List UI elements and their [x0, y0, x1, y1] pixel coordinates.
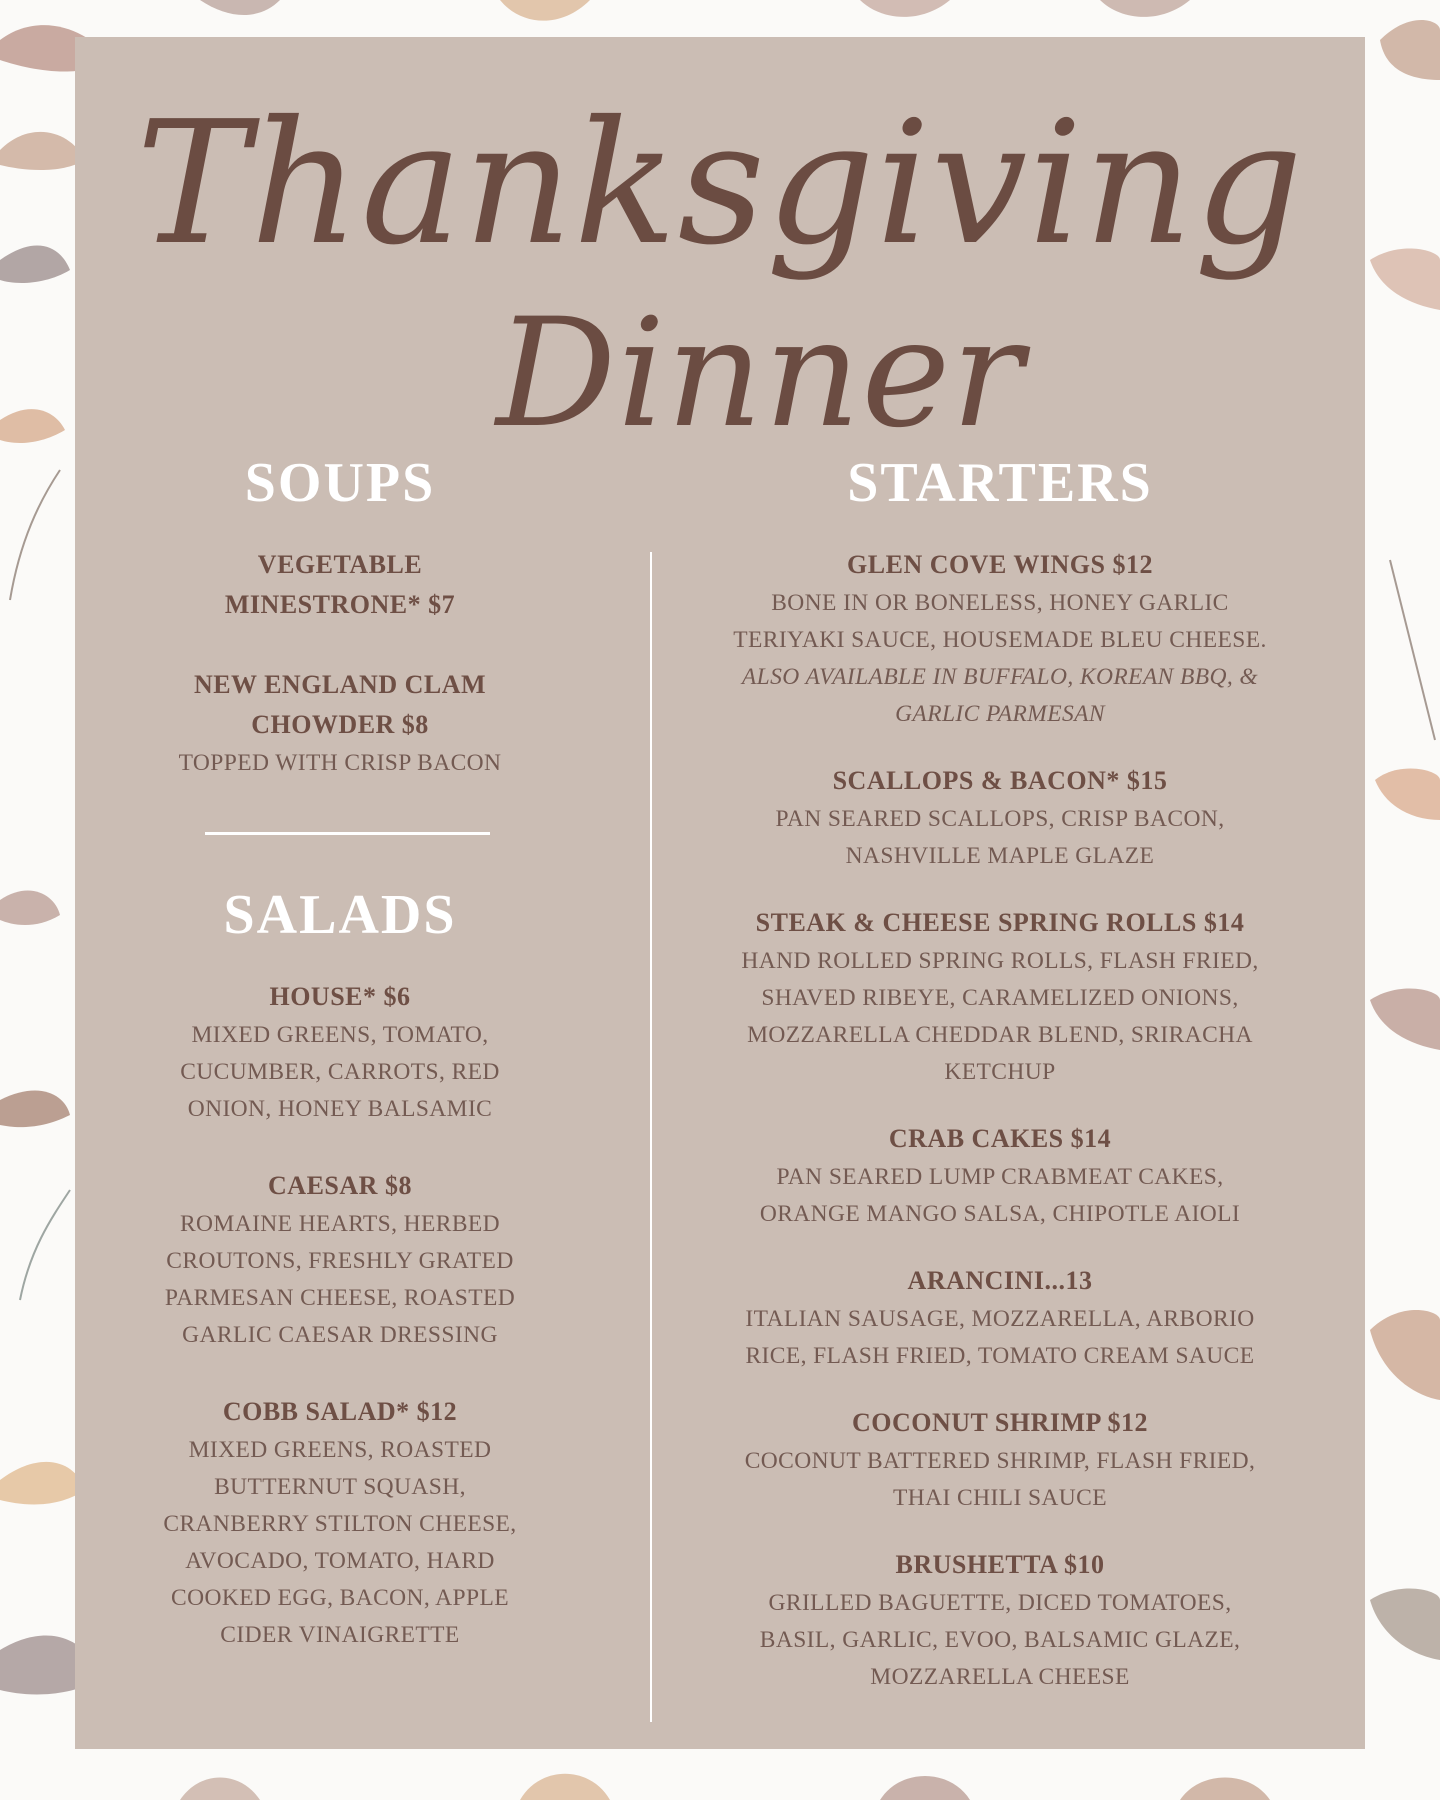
item-name: COCONUT SHRIMP $12 [852, 1408, 1148, 1437]
menu-item [140, 665, 540, 782]
item-desc: BONE IN OR BONELESS, HONEY GARLIC TERIYAKI SAUCE, HOUSEMADE BLEU CHEESE. [733, 590, 1267, 653]
menu-panel [75, 37, 1365, 1749]
soups-heading: SOUPS [244, 452, 436, 514]
item-note: ALSO AVAILABLE IN BUFFALO, KOREAN BBQ, & GARLIC PARMESAN [741, 664, 1259, 727]
item-desc: MIXED GREENS, TOMATO, CUCUMBER, CARROTS, RED ONION, HONEY BALSAMIC [180, 1022, 500, 1122]
item-desc: PAN SEARED SCALLOPS, CRISP BACON, NASHVILLE MAPLE GLAZE [775, 806, 1225, 869]
menu-item [695, 761, 1305, 875]
menu-title-line2: Dinner [496, 287, 1024, 461]
menu-item [140, 545, 540, 625]
menu-item [695, 1545, 1305, 1696]
item-name: CRAB CAKES $14 [888, 1124, 1112, 1153]
salads-section [140, 884, 540, 1682]
item-desc: PAN SEARED LUMP CRABMEAT CAKES, ORANGE MANGO SALSA, CHIPOTLE AIOLI [759, 1164, 1241, 1227]
item-desc: HAND ROLLED SPRING ROLLS, FLASH FRIED, SHAVED RIBEYE, CARAMELIZED ONIONS, MOZZARELLA CHEDDAR BLEND, SRIRACHA KETCHUP [741, 948, 1259, 1085]
item-desc: TOPPED WITH CRISP BACON [178, 750, 502, 776]
item-name: NEW ENGLAND CLAM CHOWDER $8 [193, 670, 487, 739]
menu-item [140, 977, 540, 1128]
item-desc: GRILLED BAGUETTE, DICED TOMATOES, BASIL, GARLIC, EVOO, BALSAMIC GLAZE, MOZZARELLA CHEESE [759, 1590, 1241, 1690]
soups-section [140, 452, 540, 810]
menu-item [695, 1403, 1305, 1517]
item-name: SCALLOPS & BACON* $15 [832, 766, 1168, 795]
item-name: ARANCINI...13 [907, 1266, 1093, 1295]
item-name: COBB SALAD* $12 [222, 1397, 458, 1426]
menu-title-line1: Thanksgiving [136, 85, 1304, 283]
menu-item [695, 903, 1305, 1091]
item-name: BRUSHETTA $10 [895, 1550, 1105, 1579]
item-name: VEGETABLE MINESTRONE* $7 [224, 550, 456, 619]
salads-heading: SALADS [223, 884, 457, 946]
item-desc: COCONUT BATTERED SHRIMP, FLASH FRIED, THAI CHILI SAUCE [744, 1448, 1256, 1511]
item-name: GLEN COVE WINGS $12 [847, 550, 1153, 579]
menu-item [140, 1392, 540, 1654]
column-divider [650, 552, 652, 1722]
menu-item [140, 1166, 540, 1354]
starters-section [695, 452, 1305, 1724]
item-desc: MIXED GREENS, ROASTED BUTTERNUT SQUASH, CRANBERRY STILTON CHEESE, AVOCADO, TOMATO, HARD COOKED EGG, BACON, APPLE CIDER VINAIGRETTE [163, 1437, 517, 1648]
menu-item [695, 1261, 1305, 1375]
menu-item [695, 1119, 1305, 1233]
menu-item [695, 545, 1305, 733]
item-name: HOUSE* $6 [269, 982, 411, 1011]
item-name: STEAK & CHEESE SPRING ROLLS $14 [755, 908, 1245, 937]
item-desc: ROMAINE HEARTS, HERBED CROUTONS, FRESHLY GRATED PARMESAN CHEESE, ROASTED GARLIC CAESAR DRESSING [164, 1211, 516, 1348]
starters-heading: STARTERS [847, 452, 1153, 514]
item-name: CAESAR $8 [268, 1171, 412, 1200]
section-divider [205, 832, 490, 835]
item-desc: ITALIAN SAUSAGE, MOZZARELLA, ARBORIO RICE, FLASH FRIED, TOMATO CREAM SAUCE [745, 1306, 1255, 1369]
